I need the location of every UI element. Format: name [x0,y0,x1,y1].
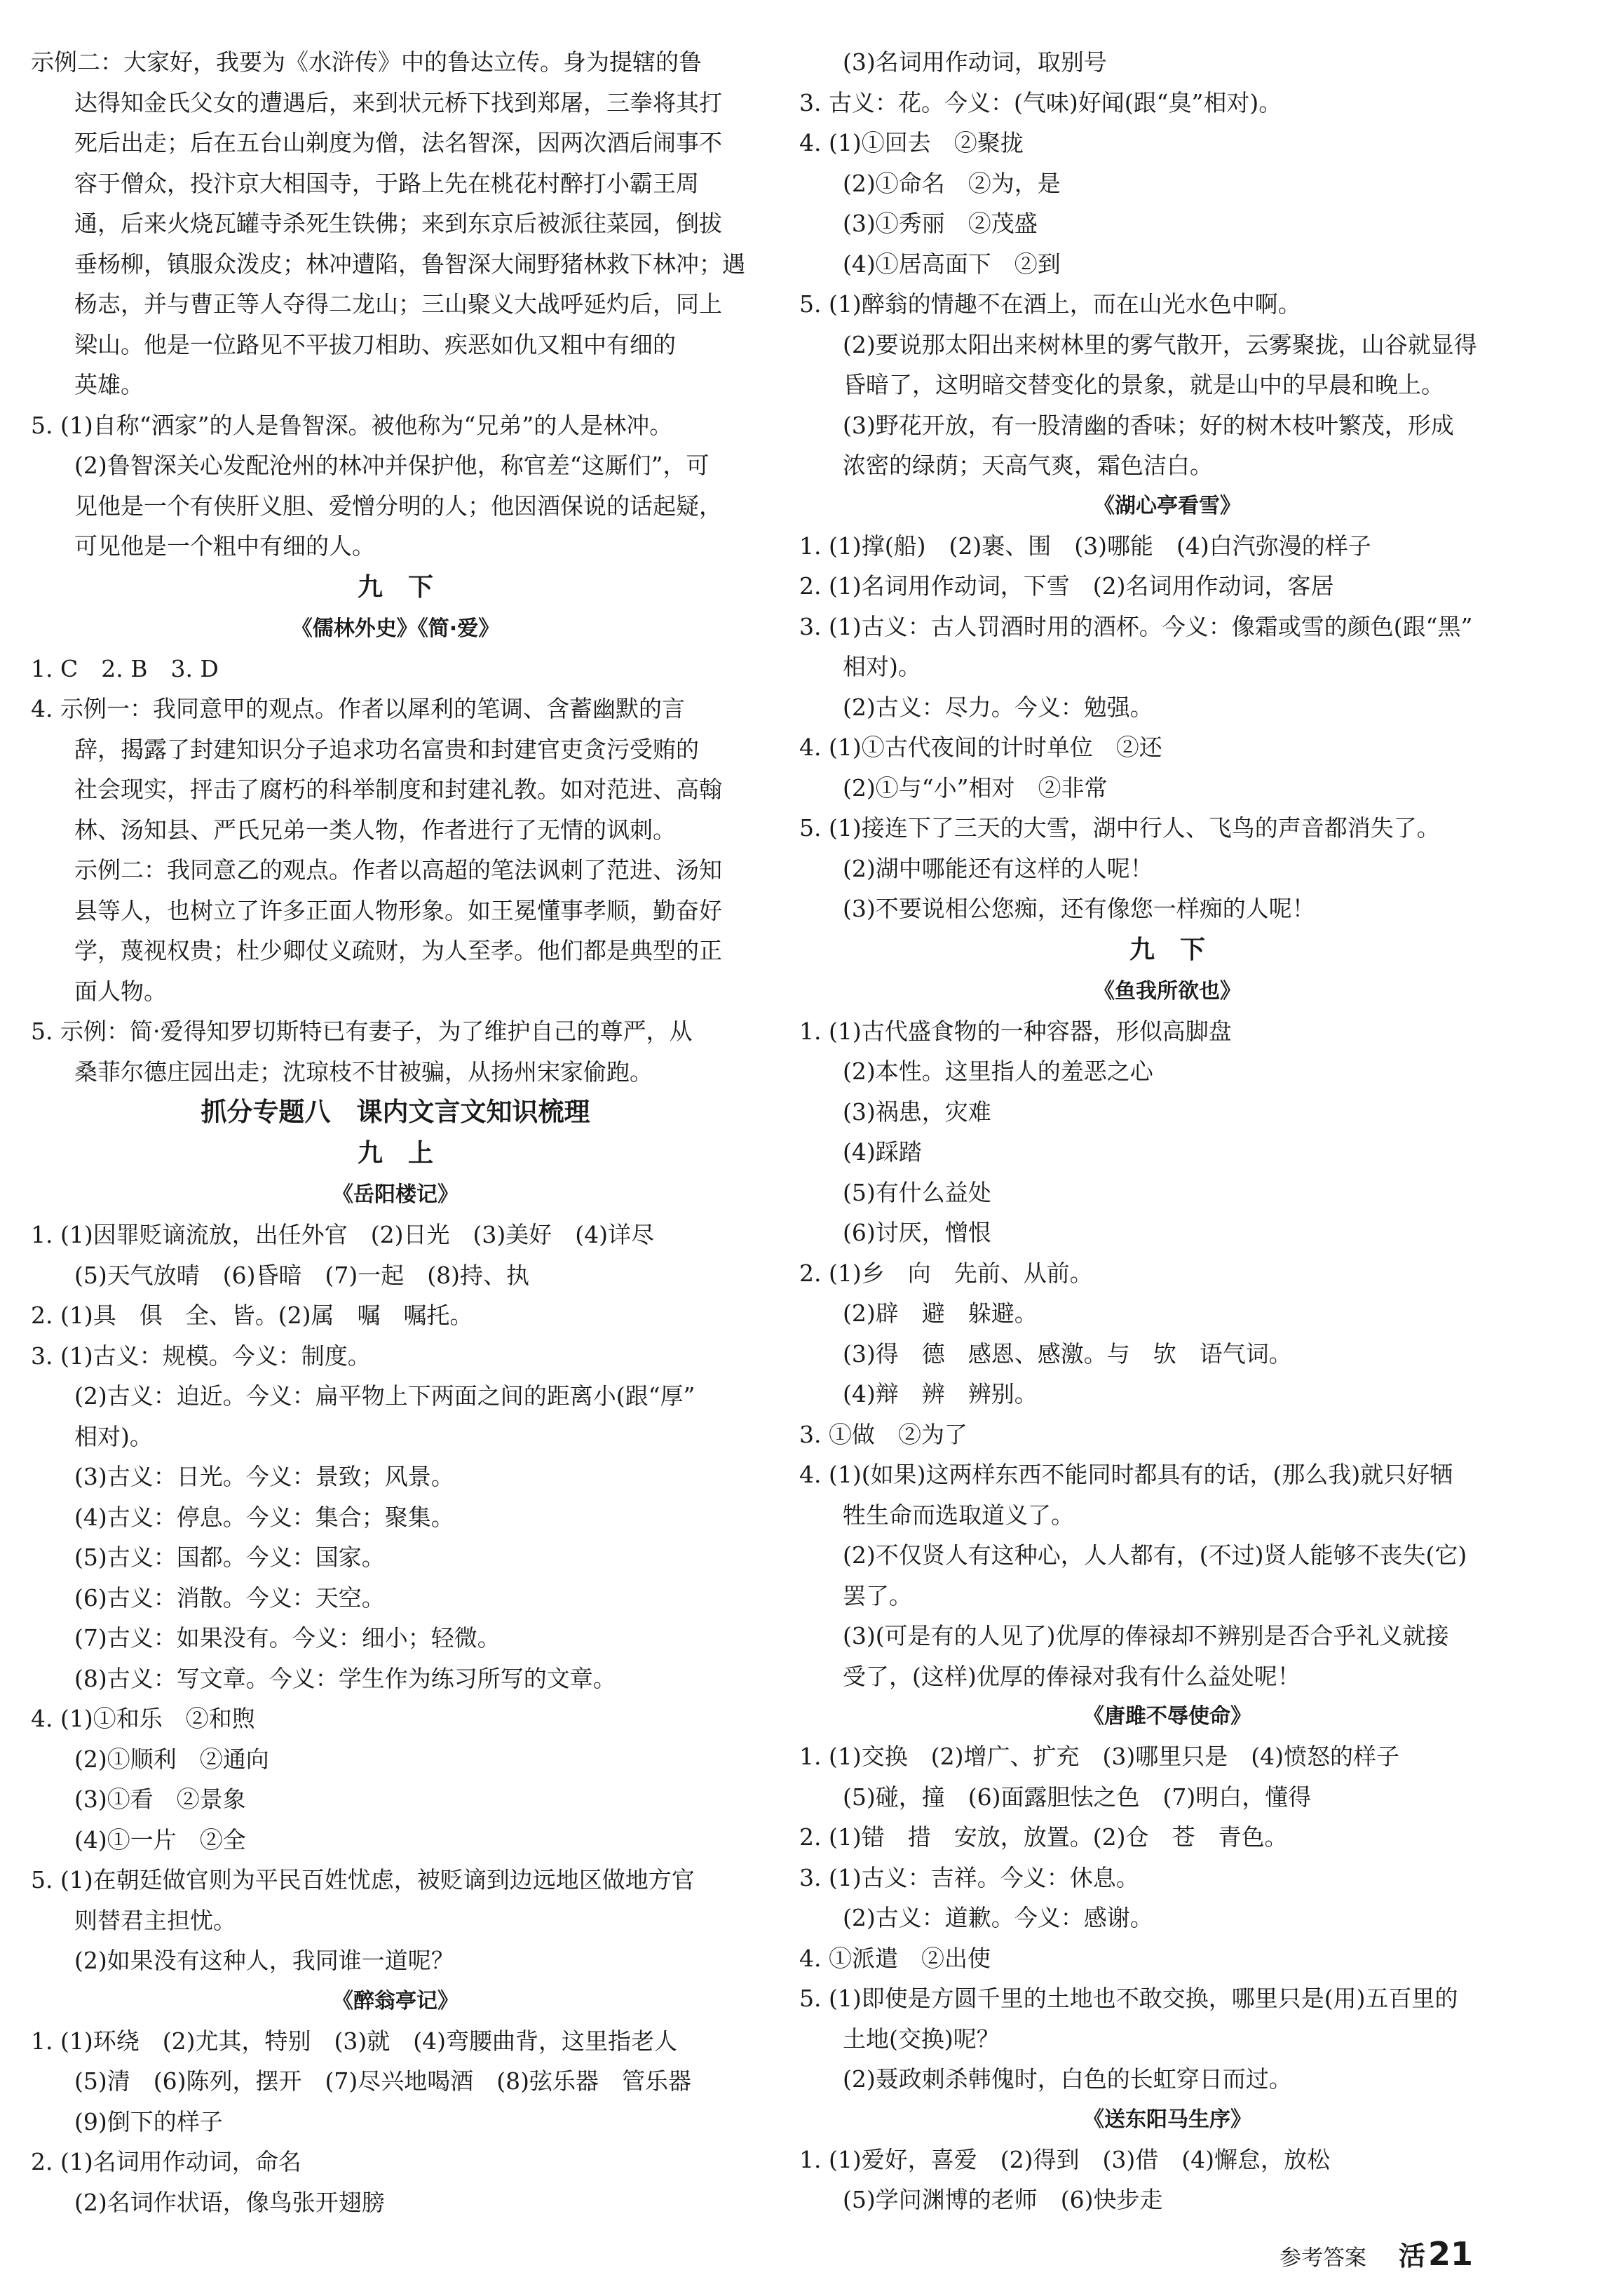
text-line: 1. (1)撑(船) (2)裹、围 (3)哪能 (4)白汽弥漫的样子 [799,532,1371,560]
text-line: (7)古义：如果没有。今义：细小；轻微。 [74,1624,501,1652]
text-line: (3)(可是有的人见了)优厚的俸禄却不辨别是否合乎礼义就接 [843,1622,1449,1649]
grade-heading: 九 上 [357,1139,433,1168]
text-title: 《鱼我所欲也》 [1094,978,1241,1004]
text-line: (3)不要说相公您痴，还有像您一样痴的人呢！ [843,895,1315,922]
text-line: 英雄。 [74,371,144,398]
grade-heading: 九 下 [1129,935,1205,964]
text-line: 昏暗了，这明暗交替变化的景象，就是山中的早晨和晚上。 [843,371,1444,398]
text-line: (2)聂政刺杀韩傀时，白色的长虹穿日而过。 [843,2065,1292,2093]
text-line: 见他是一个有侠肝义胆、爱憎分明的人；他因酒保说的话起疑， [74,492,722,520]
text-line: 梁山。他是一位路见不平拔刀相助、疾恶如仇又粗中有细的 [74,330,676,358]
text-line: 面人物。 [74,977,167,1005]
text-line: 牲生命而选取道义了。 [843,1501,1074,1529]
text-line: 辞，揭露了封建知识分子追求功名富贵和封建官吏贪污受贿的 [74,735,699,763]
text-line: 2. (1)错 措 安放，放置。(2)仓 苍 青色。 [799,1823,1288,1851]
text-line: 1. (1)交换 (2)增广、扩充 (3)哪里只是 (4)愤怒的样子 [799,1743,1399,1770]
footer-brand: 活 [1399,2241,1426,2271]
text-line: 社会现实，抨击了腐朽的科举制度和封建礼教。如对范进、高翰 [74,776,722,803]
text-line: (2)不仅贤人有这种心，人人都有，(不过)贤人能够不丧失(它) [843,1541,1467,1569]
text-line: 4. (1)①回去 ②聚拢 [799,129,1024,156]
text-line: (4)①居高面下 ②到 [843,250,1061,278]
text-line: 2. (1)名词用作动词，下雪 (2)名词用作动词，客居 [799,572,1334,600]
text-line: 3. (1)古义：规模。今义：制度。 [31,1342,371,1370]
text-line: 杨志，并与曹正等人夺得二龙山；三山聚义大战呼延灼后，同上 [74,290,722,318]
text-line: 死后出走；后在五台山剃度为僧，法名智深，因两次酒后闹事不 [74,129,722,156]
text-line: 5. (1)自称“洒家”的人是鲁智深。被他称为“兄弟”的人是林冲。 [31,411,673,439]
text-line: 1. (1)环绕 (2)尤其，特别 (3)就 (4)弯腰曲背，这里指老人 [31,2027,677,2055]
text-line: (3)得 德 感恩、感激。与 欤 语气词。 [843,1339,1292,1368]
text-line: 3. ①做 ②为了 [799,1420,968,1448]
text-line: (2)湖中哪能还有这样的人呢！ [843,854,1153,882]
section-title: 抓分专题八 课内文言文知识梳理 [201,1097,590,1127]
text-line: (2)古义：道歉。今义：感谢。 [843,1904,1153,1931]
text-line: 受了，(这样)优厚的俸禄对我有什么益处呢！ [843,1662,1301,1690]
text-line: 5. (1)即使是方圆千里的土地也不敢交换，哪里只是(用)五百里的 [799,1985,1458,2012]
text-line: 桑菲尔德庄园出走；沈琼枝不甘被骗，从扬州宋家偷跑。 [74,1058,653,1086]
text-line: 示例二：大家好，我要为《水浒传》中的鲁达立传。身为提辖的鲁 [31,48,702,76]
text-line: 4. (1)(如果)这两样东西不能同时都具有的话，(那么我)就只好牺 [799,1461,1453,1488]
text-line: 土地(交换)呢？ [843,2025,1000,2053]
text-line: (8)古义：写文章。今义：学生作为练习所写的文章。 [74,1664,616,1692]
text-line: (3)野花开放，有一股清幽的香味；好的树木枝叶繁茂，形成 [843,411,1454,439]
text-line: 3. (1)古义：古人罚酒时用的酒杯。今义：像霜或雪的颜色(跟“黑” [799,612,1473,640]
footer-label: 参考答案 [1279,2246,1366,2271]
text-line: 2. (1)名词用作动词，命名 [31,2148,301,2175]
text-title: 《送东阳马生序》 [1083,2107,1251,2132]
text-line: (5)古义：国都。今义：国家。 [74,1544,385,1571]
text-line: 1. (1)爱好，喜爱 (2)得到 (3)借 (4)懈怠，放松 [799,2145,1330,2173]
text-line: 通，后来火烧瓦罐寺杀死生铁佛；来到东京后被派往菜园，倒拔 [74,210,722,237]
text-line: 2. (1)乡 向 先前、从前。 [799,1259,1093,1287]
text-line: 5. (1)接连下了三天的大雪，湖中行人、飞鸟的声音都消失了。 [799,814,1440,842]
text-line: (2)名词作状语，像鸟张开翅膀 [74,2188,385,2216]
text-line: 相对)。 [74,1422,153,1450]
text-line: 4. ①派遣 ②出使 [799,1944,991,1972]
text-line: (3)①看 ②景象 [74,1785,246,1813]
text-line: (2)①命名 ②为，是 [843,169,1061,197]
text-title: 《醉翁亭记》 [332,1988,459,2013]
text-line: (3)①秀丽 ②茂盛 [843,210,1038,237]
text-line: (2)要说那太阳出来树林里的雾气散开，云雾聚拢，山谷就显得 [843,330,1477,358]
text-line: 5. 示例：简·爱得知罗切斯特已有妻子，为了维护自己的尊严，从 [31,1018,693,1045]
text-line: 4. (1)①和乐 ②和煦 [31,1705,255,1732]
text-line: 垂杨柳，镇服众泼皮；林冲遭陷，鲁智深大闹野猪林救下林冲；遇 [74,250,745,278]
text-line: 可见他是一个粗中有细的人。 [74,532,375,560]
text-line: (5)清 (6)陈列，摆开 (7)尽兴地喝酒 (8)弦乐器 管乐器 [74,2067,691,2095]
text-title: 《湖心亭看雪》 [1094,493,1241,518]
text-line: 3. 古义：花。今义：(气味)好闻(跟“臭”相对)。 [799,88,1282,116]
text-line: (2)古义：尽力。今义：勉强。 [843,693,1153,721]
text-line: 1. C 2. B 3. D [31,654,219,682]
text-line: (2)辟 避 躲避。 [843,1299,1038,1327]
grade-heading: 九 下 [357,572,433,602]
text-line: 1. (1)因罪贬谪流放，出任外官 (2)日光 (3)美好 (4)详尽 [31,1221,654,1248]
text-line: (4)踩踏 [843,1138,922,1166]
text-line: (2)本性。这里指人的羞恶之心 [843,1058,1153,1085]
text-line: (3)名词用作动词，取别号 [843,48,1107,76]
text-line: 2. (1)具 俱 全、皆。(2)属 嘱 嘱托。 [31,1302,473,1329]
text-line: 林、汤知县、严氏兄弟一类人物，作者进行了无情的讽刺。 [74,816,676,844]
text-line: (9)倒下的样子 [74,2107,223,2135]
text-line: (5)有什么益处 [843,1178,991,1206]
text-line: (2)如果没有这种人，我同谁一道呢？ [74,1947,454,1974]
text-line: (5)学问渊博的老师 (6)快步走 [843,2186,1163,2213]
text-title: 《岳阳楼记》 [332,1182,459,1207]
text-line: 罢了。 [843,1581,912,1609]
text-line: 4. (1)①古代夜间的计时单位 ②还 [799,734,1162,761]
text-line: (2)①顺利 ②通向 [74,1745,269,1773]
text-line: 容于僧众，投汴京大相国寺，于路上先在桃花村醉打小霸王周 [74,169,699,197]
text-line: 县等人，也树立了许多正面人物形象。如王冕懂事孝顺，勤奋好 [74,896,722,924]
text-line: (4)辩 辨 辨别。 [843,1380,1038,1407]
page-footer [1279,2234,1574,2276]
text-line: 学，蔑视权贵；杜少卿仗义疏财，为人至孝。他们都是典型的正 [74,937,722,964]
text-line: 4. 示例一：我同意甲的观点。作者以犀利的笔调、含蓄幽默的言 [31,695,685,722]
text-line: (3)古义：日光。今义：景致；风景。 [74,1463,454,1490]
text-line: (5)碰，撞 (6)面露胆怯之色 (7)明白，懂得 [843,1783,1312,1811]
text-title: 《儒林外史》《简·爱》 [291,616,500,641]
text-line: 示例二：我同意乙的观点。作者以高超的笔法讽刺了范进、汤知 [74,856,722,884]
text-line: (2)鲁智深关心发配沧州的林冲并保护他，称官差“这厮们”，可 [74,452,710,479]
right-column [799,42,1535,2220]
text-line: (3)祸患，灾难 [843,1098,991,1126]
text-line: 3. (1)古义：吉祥。今义：休息。 [799,1863,1139,1891]
text-line: (5)天气放晴 (6)昏暗 (7)一起 (8)持、执 [74,1261,529,1289]
text-line: (2)①与“小”相对 ②非常 [843,774,1108,802]
text-line: 则替君主担忧。 [74,1906,236,1934]
text-line: 浓密的绿荫；天高气爽，霜色洁白。 [843,452,1213,479]
text-line: (4)古义：停息。今义：集合；聚集。 [74,1503,454,1531]
text-line: 5. (1)醉翁的情趣不在酒上，而在山光水色中啊。 [799,290,1301,318]
text-line: (4)①一片 ②全 [74,1825,246,1853]
text-line: 相对)。 [843,653,921,680]
text-line: (6)讨厌，憎恨 [843,1219,991,1246]
text-line: 达得知金氏父女的遭遇后，来到状元桥下找到郑屠，三拳将其打 [74,88,722,116]
text-title: 《唐雎不辱使命》 [1083,1704,1251,1729]
left-column [31,42,760,2222]
text-line: 5. (1)在朝廷做官则为平民百姓忧虑，被贬谪到边远地区做地方官 [31,1866,695,1893]
page-number: 21 [1428,2235,1474,2273]
text-line: 1. (1)古代盛食物的一种容器，形似高脚盘 [799,1017,1232,1045]
text-line: (6)古义：消散。今义：天空。 [74,1583,385,1612]
text-line: (2)古义：迫近。今义：扁平物上下两面之间的距离小(跟“厚” [74,1382,695,1410]
